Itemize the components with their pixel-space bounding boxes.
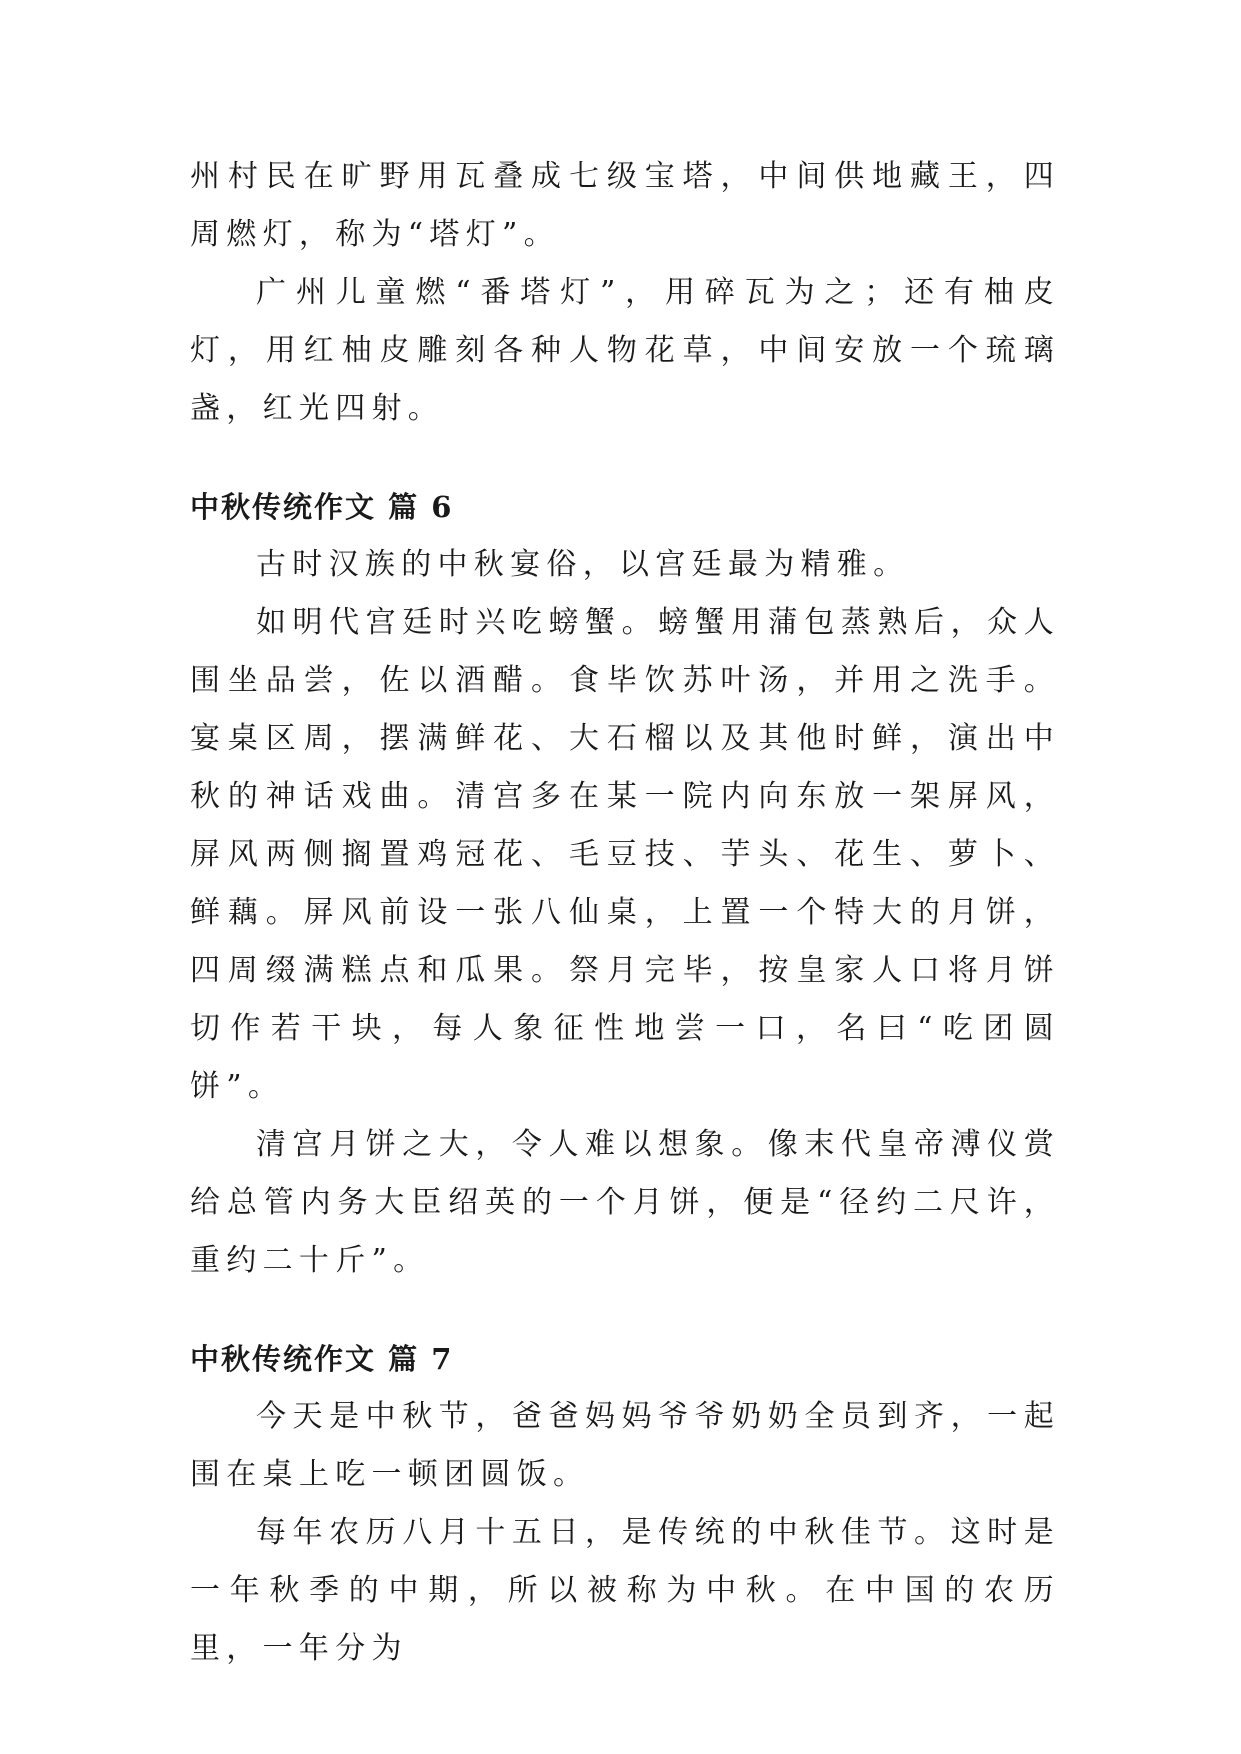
document-page — [190, 148, 1060, 1678]
paragraph: 清宫月饼之大，令人难以想象。像末代皇帝溥仪赏给总管内务大臣绍英的一个月饼，便是“径约二尺许，重约二十斤”。 — [190, 1127, 1060, 1278]
paragraph: 州村民在旷野用瓦叠成七级宝塔，中间供地藏王，四周燃灯，称为“塔灯”。 — [190, 159, 1060, 252]
paragraph: 每年农历八月十五日，是传统的中秋佳节。这时是一年秋季的中期，所以被称为中秋。在中国的农历里，一年分为 — [190, 1515, 1060, 1666]
paragraph: 广州儿童燃“番塔灯”，用碎瓦为之；还有柚皮灯，用红柚皮雕刻各种人物花草，中间安放一个琉璃盏，红光四射。 — [190, 275, 1060, 426]
section-heading-6: 中秋传统作文 篇 6 — [190, 490, 454, 524]
paragraph: 今天是中秋节，爸爸妈妈爷爷奶奶全员到齐，一起围在桌上吃一顿团圆饭。 — [190, 1399, 1060, 1492]
paragraph: 如明代宫廷时兴吃螃蟹。螃蟹用蒲包蒸熟后，众人围坐品尝，佐以酒醋。食毕饮苏叶汤，并用之洗手。宴桌区周，摆满鲜花、大石榴以及其他时鲜，演出中秋的神话戏曲。清宫多在某一院内向东放一架屏风，屏风两侧搁置鸡冠花、毛豆技、芋头、花生、萝卜、鲜藕。屏风前设一张八仙桌，上置一个特大的月饼，四周缀满糕点和瓜果。祭月完毕，按皇家人口将月饼切作若干块，每人象征性地尝一口，名曰“吃团圆饼”。 — [190, 605, 1060, 1104]
section-heading-7: 中秋传统作文 篇 7 — [190, 1342, 454, 1376]
paragraph: 古时汉族的中秋宴俗，以宫廷最为精雅。 — [256, 547, 910, 582]
